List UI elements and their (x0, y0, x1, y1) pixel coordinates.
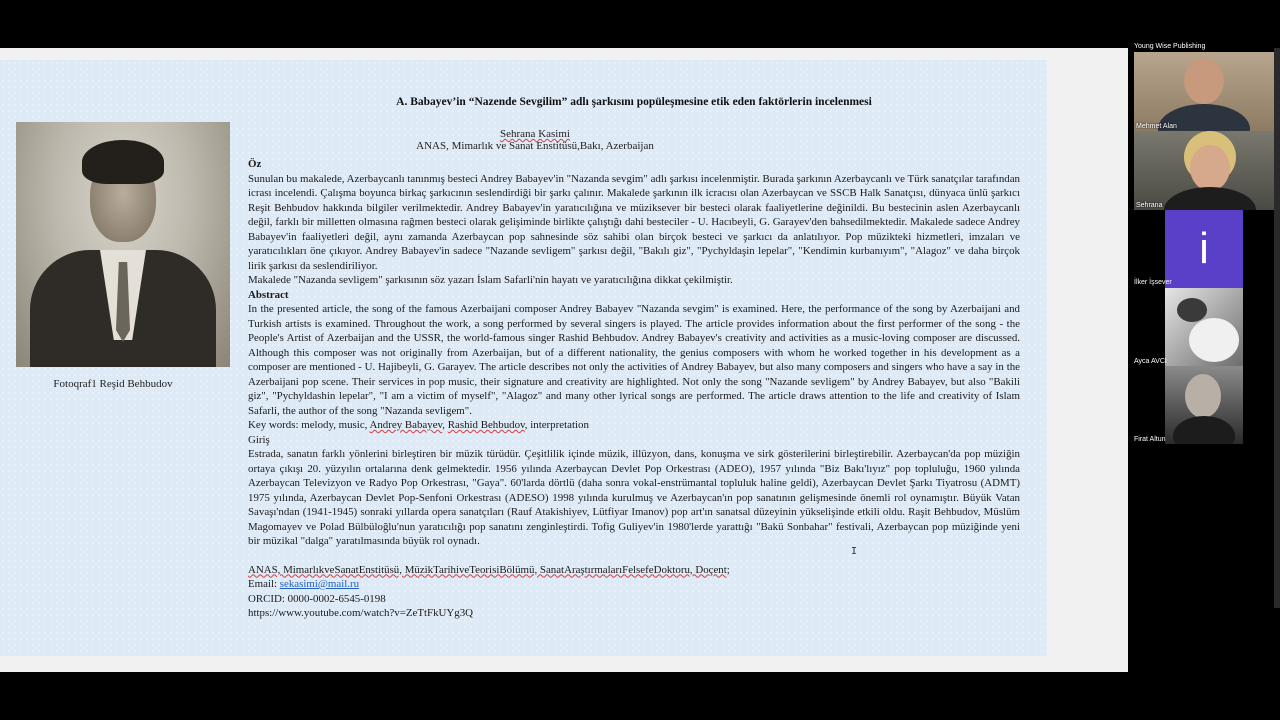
avatar-initial: i (1199, 224, 1209, 273)
oz-text: Sunulan bu makalede, Azerbaycanlı tanınmış besteci Andrey Babayev'in "Nazanda sevgim" adlı şarkısı incelenmiştir. Burada şarkının Azerbaycanlı ve Türk sanatçılar tarafından icrası incelendi. Çalışma boyunca birkaç şarkıcının seslendirdiği bir şarkı çalınır. Makalede şarkının ilk icracısı olan Azerbaycan ve SSCB Halk Sanatçısı, dünyaca ünlü şarkıcı Reşit Behbudov hakkında bilgiler verilmektedir. Andrey Babayev'in yaratıcılığına ve müziksever bir besteci olarak faaliyetlerine değinildi. Bu bestecinin aslen Azerbaycanlı değil, farklı bir milletten olmasına rağmen besteci olarak gelişiminde birlikte çalıştığı dahi besteciler - U. Hacıbeyli, G. Garayev'den bahsedilmektedir. Makalede sadece Andrey Babayev'in faaliyetleri değil, aynı zamanda Azerbaycan pop sahnesinde söz sahibi olan birçok besteci ve şarkıcı da anlatılıyor. Pop müzikteki hizmetleri, imzaları ve yaratıcılıkları öne çıkıyor. Andrey Babayev'in sadece "Nazande sevligem" şarkısı değil, "Bakılı giz", "Pychyldaşin lepelar", "Kendimin kurbanıyım", "Alagoz" ve daha birçok lirik şarkısı da seslendiriliyor. (248, 172, 1020, 272)
participant-shoulders (1164, 187, 1256, 210)
author-affiliation: ANAS, Mimarlık ve Sanat Enstitüsü,Bakı, Azerbaijan (416, 140, 654, 152)
participant-name: Firat Altun (1134, 436, 1166, 443)
participant-top-label: Young Wise Publishing (1134, 43, 1206, 50)
participant-shoulders (1173, 416, 1235, 444)
abstract-text: In the presented article, the song of the famous Azerbaijani composer Andrey Babayev "Nazanda sevgim" is examined. Here, the performance of the song by Azerbaijani and Turkish artists is examined. Throughout the work, a song performed by several singers is played. The article provides information about the first performer of the song - the People's Artist of Azerbaijan and the USSR, the world-famous singer Rashid Behbudov. Andrey Babayev's creativity and activities as a music-loving composer are discussed. Although this composer was not originally from Azerbaijan, but of a different nationality, the genius composers with whom he worked together in his development as a composer are mentioned - U. Hajibeyli, G. Garayev. The article describes not only the activities of Andrey Babayev, but also many composers and singers who have a say in the Azerbaijani pop scene. Their services in pop music, their signature and creativity are highlighted. Not only the song "Nazande sevligem" by Andrey Babayev, but also "Bakili giz", "Pychyldashin lepelar", "I am a victim of myself", "Alagoz" and many other lyrical songs are performed. The article draws attention to the life and creativity of Islam Safarli, the author of the song "Nazanda sevligem". (248, 303, 1020, 417)
keywords (248, 418, 1020, 433)
participant-name: Ayca AVCI (1134, 358, 1167, 365)
participant-name: İlker İşsever (1134, 279, 1172, 286)
participant-head (1190, 145, 1230, 191)
participant-name: Sehrana (1136, 202, 1163, 209)
orcid-line: ORCID: 0000-0002-6545-0198 (248, 592, 386, 605)
giris-heading: Giriş (248, 433, 270, 446)
oz-heading: Öz (248, 158, 262, 170)
participant-head (1177, 298, 1207, 322)
keyword-rashid-behbudov: Rashid Behbudov (447, 419, 525, 431)
footnote-affiliation: ANAS, MimarlıkveSanatEnstitüsü, MüzikTarihiveTeorisiBölümü, SanatAraştırmalarıFelsefeDoktoru, Doçent; (248, 563, 730, 576)
email-label: Email: (248, 578, 280, 590)
participant-video-ayca[interactable] (1165, 288, 1243, 366)
abstract-heading: Abstract (248, 288, 289, 301)
participant-video-mehmet[interactable] (1134, 52, 1274, 131)
bottom-black-bar (0, 672, 1280, 720)
participant-video-sehrana[interactable] (1134, 131, 1274, 210)
keyword-andrey-babayev: Andrey Babayev (369, 419, 443, 431)
text-cursor-icon: I (851, 546, 858, 557)
photo-hair (82, 140, 164, 184)
participant-head (1185, 374, 1221, 418)
email-line (248, 577, 1020, 592)
photo-caption: Fotoqraf1 Reşid Behbudov (53, 378, 173, 390)
author-block (248, 128, 822, 152)
participant-avatar-ilker[interactable] (1165, 210, 1243, 288)
oz-text-2: Makalede "Nazanda sevligem" şarkısının söz yazarı İslam Safarli'nin hayatı ve yaratıcılığına dikkat çekilmiştir. (248, 274, 733, 286)
participant-name: Mehmet Alan (1136, 123, 1177, 130)
participant-video-firat[interactable] (1165, 366, 1243, 444)
participant-body (1189, 318, 1239, 362)
portrait-photo (16, 122, 230, 367)
participants-scrollbar[interactable] (1274, 48, 1280, 608)
author-name: Sehrana Kasimi (500, 128, 570, 140)
article-body (248, 157, 1020, 621)
top-black-bar (0, 0, 1280, 48)
keywords-suffix: , interpretation (524, 419, 589, 431)
keywords-sep: , (442, 419, 448, 431)
article-title: A. Babayev’in “Nazende Sevgilim” adlı şarkısını popüleşmesine etik eden faktörlerin incelenmesi (396, 96, 872, 108)
participant-head (1184, 58, 1224, 104)
keywords-prefix: Key words: melody, music, (248, 419, 370, 431)
spacer (248, 549, 1020, 563)
giris-text: Estrada, sanatın farklı yönlerini birleştiren bir müzik türüdür. Çeşitlilik içinde müzik, illüzyon, dans, konuşma ve sirk gösterilerini birleştirebilir. Azerbaycan'da pop müziğin ortaya çıkışı 20. yüzyılın ortalarına denk gelmektedir. 1956 yılında Azerbaycan Devlet Pop Orkestrası (ADEO), 1957 yılında "Biz Bakı'lıyız" pop topluluğu, 1960 yılında Azerbaycan Televizyon ve Radyo Pop Orkestrası, "Gaya". 60'larda dörtlü (daha sonra vokal-enstrümantal topluluk haline geldi), Azerbaycan Devlet Şarkı Tiyatrosu (ADMT) 1975 yılında, Azerbaycan Devlet Pop-Senfoni Orkestrası (ADESO) 1998 yılında kurulmuş ve Azerbaycan'ın pop sanatının gelişmesinde önemli rol oynamıştır. Büyük Vatan Savaşı'ndan (1941-1945) sonraki yıllarda opera sanatçıları (Rauf Atakishiyev, Lütfiyar Imanov) pop art'ın sanatsal düzeyinin yükselişinde etkili oldu. Raşit Behbudov, Müslüm Magomayev ve Polad Bülbüloğlu'nun yaratıcılığı pop sanatını zenginleştirdi. Tofig Guliyev'in 1980'lerde yarattığı "Bakü Sonbahar" festivali, Azerbaycan pop müziğinde yeni bir müzikal "dalga" yaratılmasında büyük rol oynadı. (248, 448, 1020, 547)
email-link[interactable]: sekasimi@mail.ru (279, 578, 360, 590)
youtube-url[interactable]: https://www.youtube.com/watch?v=ZeTtFkUYg3Q (248, 607, 474, 619)
